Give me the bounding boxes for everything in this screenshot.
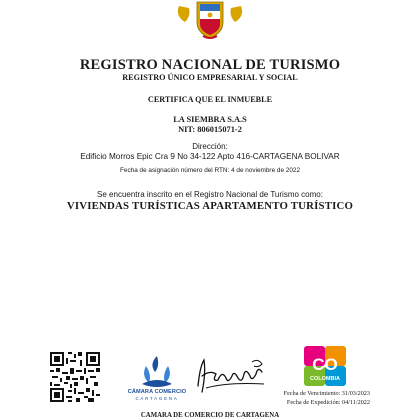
expiry-date: Fecha de Vencimiento: 31/03/2023	[283, 390, 370, 397]
page-title: REGISTRO NACIONAL DE TURISMO	[79, 57, 341, 73]
tourism-category: VIVIENDAS TURÍSTICAS APARTAMENTO TURÍSTICO	[66, 200, 354, 212]
company-nit: NIT: 806015071-2	[178, 125, 242, 134]
colombia-coat-of-arms-icon	[173, 0, 247, 40]
co-badge-sub: COLOMBIA	[310, 376, 340, 382]
certifies-heading: CERTIFICA QUE EL INMUEBLE	[147, 95, 273, 104]
co-colombia-badge-icon	[304, 346, 346, 386]
chamber-logo-name: CÁMARA COMERCIO	[127, 389, 187, 395]
chamber-footer: CAMARA DE COMERCIO DE CARTAGENA	[140, 412, 280, 419]
registered-statement: Se encuentra inscrito en el Registro Nacional de Turismo como:	[97, 190, 323, 199]
company-name: LA SIEMBRA S.A.S	[173, 115, 247, 124]
co-badge-text: CO	[312, 355, 338, 374]
qr-code-icon[interactable]	[50, 352, 100, 402]
address-label: Dirección:	[192, 142, 228, 151]
address-value: Edificio Morros Epic Cra 9 No 34-122 Apto 416-CARTAGENA BOLIVAR	[80, 152, 340, 161]
issue-date: Fecha de Expedición: 04/11/2022	[286, 399, 370, 406]
assignment-date: Fecha de asignación número del RTN: 4 de noviembre de 2022	[120, 167, 300, 174]
chamber-logo-city: CARTAGENA	[135, 396, 179, 401]
page-subtitle: REGISTRO ÚNICO EMPRESARIAL Y SOCIAL	[122, 73, 298, 82]
